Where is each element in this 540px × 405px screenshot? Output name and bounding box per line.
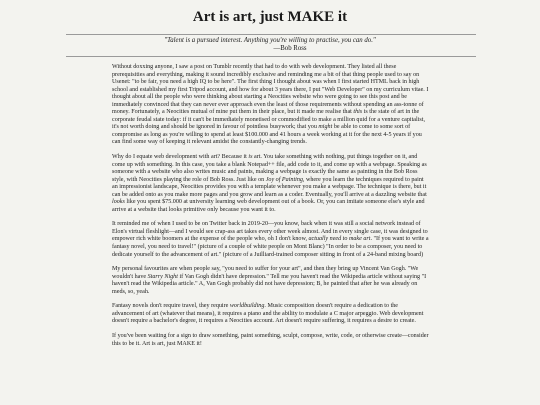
paragraph: Why do I equate web development with art? Because it is art. You take something with nothing, put things together on it, and come up with something. In this case, you take a blank Notepad++ file, add code to it, and come up with a webpage. Speaking as someone with a website who also writes music and paints, making a webpage is exactly the same as painting in the Bob Ross style, with Neocities playing the role of Bob Ross. Just like on Joy of Painting, where you learn the techniques required to paint an impressionist landscape, Neocities provides you with a template whenever you make a webpage. The technique is there, but it can be added onto as you make more pages and you grow and learn as a coder. Eventually, you'll arrive at a dazzling website that looks like you spent $75.000 at university learning web development out of a book. Or, you can imitate someone else's style and arrive at a website that looks primitive only because you want it to. [112,154,427,213]
emphasis-text: is [248,154,253,161]
page-title: Art is art, just MAKE it [192,9,348,25]
divider-bottom [66,56,476,57]
epigraph-quote: "Talent is a pursued interest. Anything you're willing to practise, you can do." [164,37,376,44]
emphasis-text: Joy of Painting [265,176,303,183]
paragraph: If you've been waiting for a sign to draw something, paint something, sculpt, compose, write, code, or otherwise create—consider this to be it. Art is art, just MAKE it! [112,332,429,347]
emphasis-text: actually need to make art [308,236,371,243]
epigraph [0,37,540,53]
emphasis-text: Starry Night [147,273,178,280]
article-body [112,64,430,355]
paragraph: Fantasy novels don't require travel, they require worldbuilding. Music composition doesn't require a dedication to the advancement of art (whatever that means), it requires a piano and the ability to modulate a C major arpeggio. Web development doesn't require a bachelor's degree, it requires a Neocities account. Art doesn't require suffering, it requires a desire to create. [112,303,424,325]
divider-top [66,34,476,35]
emphasis-text: might [318,124,333,131]
emphasis-text: this [353,109,363,116]
paragraph: Without doxxing anyone, I saw a post on Tumblr recently that had to do with web development. They listed all these prerequisities and everything, making it sound incredibly exclusive and reminding me a bit of that thing people used to say on Usenet: "to be fair, you need a high IQ to be here". The first thing I thought about was when I first started HTML back in high school and established my first Tripod account, and how for about 3 years there, I put "Web Developer" on my curriculum vitae. I thought about all the people who were thinking about starting a Neocities website who were going to see this post and be immediately convinced that they can never ever approach even the least of those requirements without spending an ass-tonne of money. Fortunately, a Neocities mutual of mine put them in their place, but it made me realise that this is the state of art in the corporate feudal state today: if it can't be immediately monetised or commodified to make a million quid for a venture capitalist, it's not worth doing and should be ignored in favour of pointless busywork; that you might be able to come to some sort of compromise as long as you're willing to spend at least $100.000 and 41 hours a week working at it for the next 4-5 years if you can find some way of keeping it relevant amidst the constantly-changing trends. [112,64,429,146]
emphasis-text: looks [112,199,125,206]
emphasis-text: worldbuilding [229,303,265,310]
paragraph: It reminded me of when I used to be on Twitter back in 2019-20—you know, back when it was still a social network instead of Elon's virtual fleshlight—and I would see crap-ass art takes every other week almost. And in every single case, it was designed to empower rich white boomers at the expense of the people who, oh I don't know, actually need to make art. "If you want to write a fantasy novel, you need to travel!" (picture of a couple of white people on Mont Blanc) "In order to be a composer, you need to dedicate yourself to the advancement of art." (picture of a Juilliard-trained composer sitting in front of a 24-band mixing board) [112,221,429,258]
epigraph-author: —Bob Ross [273,45,307,52]
paragraph: My personal favourites are when people say, "you need to suffer for your art", and then they bring up Vincent Van Gogh. "We wouldn't have Starry Night if Van Gogh didn't have depression." Tell me you haven't read the Wikipedia article without saying "I haven't read the Wikipedia article." A, Van Gogh probably did not have depression; B, he painted that after he was already on meds, so, yeah. [112,266,427,295]
